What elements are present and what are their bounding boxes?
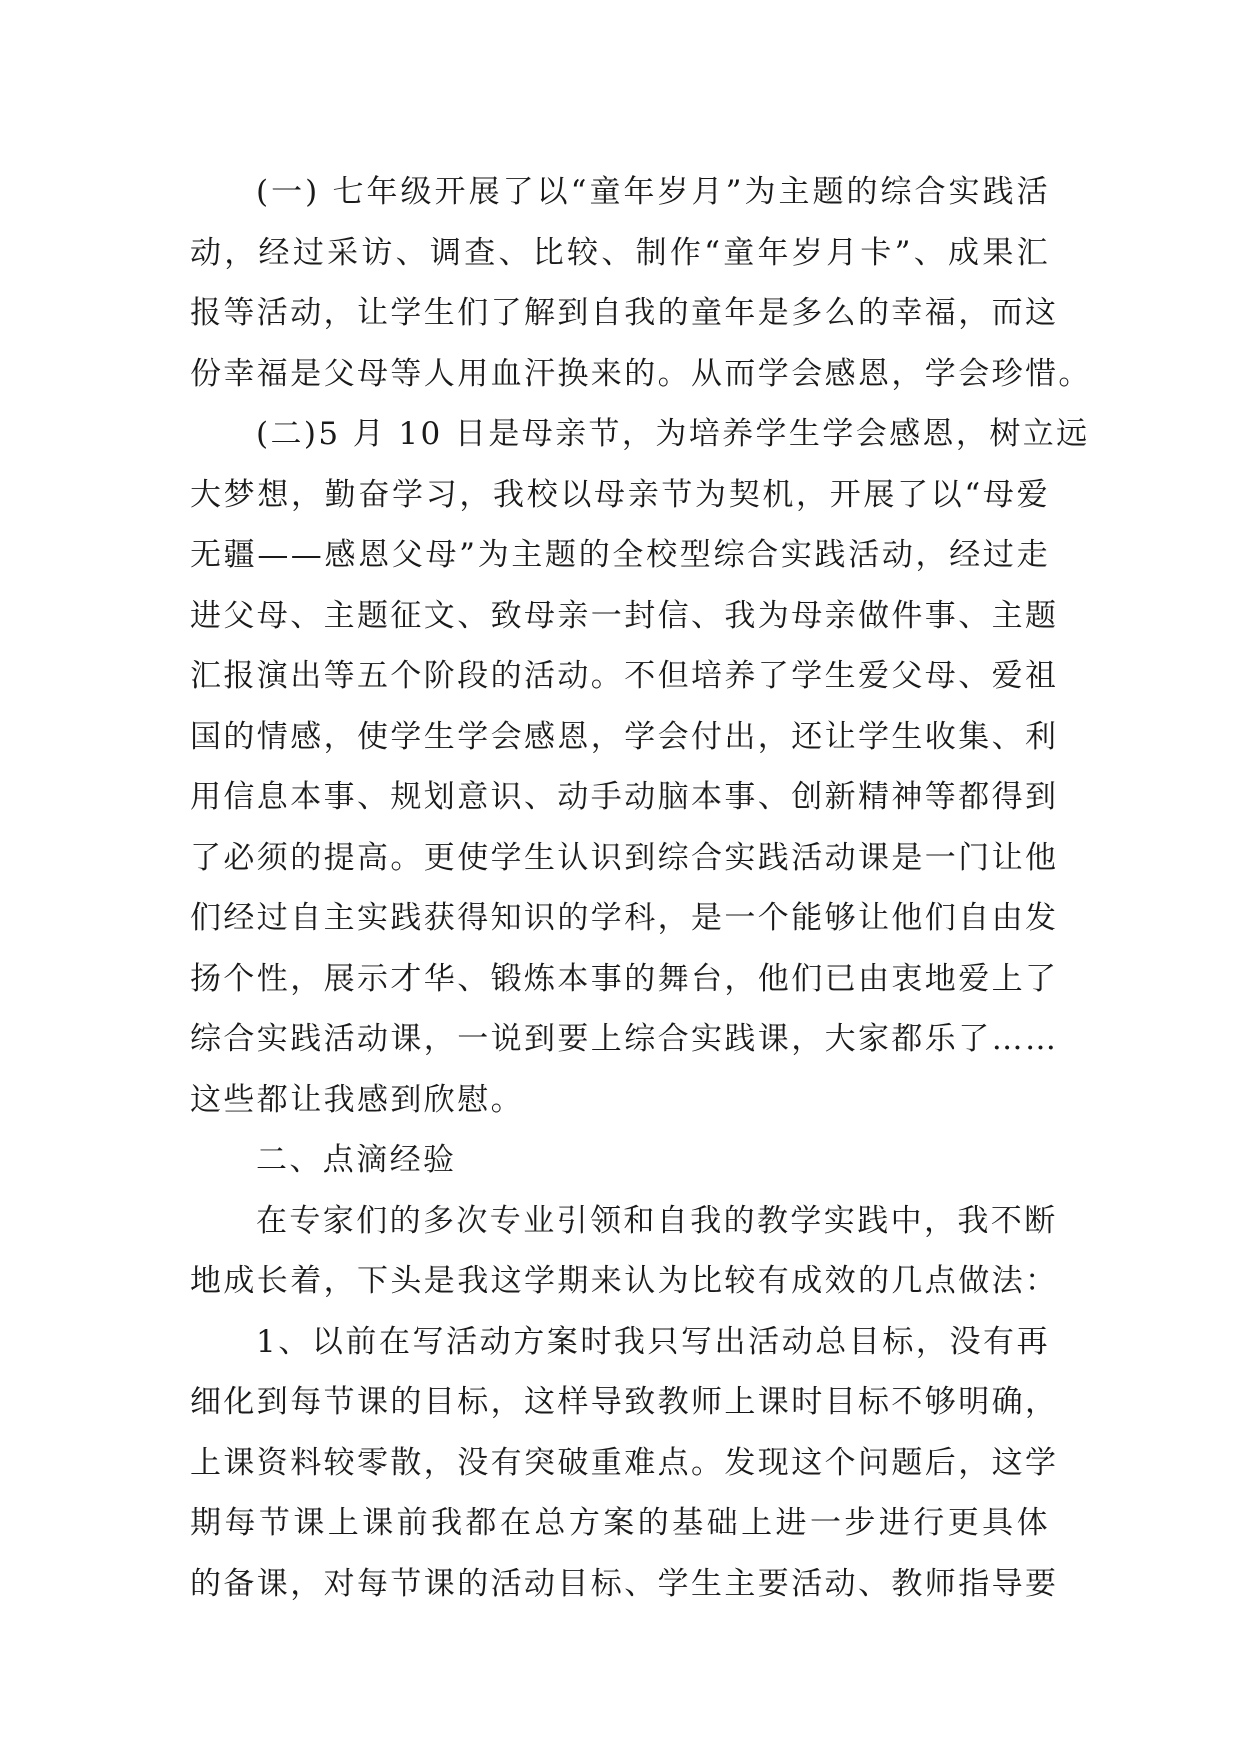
- paragraph-2-line-12: 这些都让我感到欣慰。: [190, 1081, 524, 1118]
- paragraph-2-line-8: 了必须的提高。更使学生认识到综合实践活动课是一门让他: [190, 839, 1059, 876]
- body-text: [190, 162, 1092, 1614]
- paragraph-2-line-7: 用信息本事、规划意识、动手动脑本事、创新精神等都得到: [190, 779, 1059, 815]
- paragraph-1-line-3: 报等活动，让学生们了解到自我的童年是多么的幸福，而这: [190, 295, 1059, 331]
- paragraph-2-line-2: 大梦想，勤奋学习，我校以母亲节为契机，开展了以“母爱: [190, 476, 1050, 513]
- paragraph-2-line-1: (二)5 月 10 日是母亲节，为培养学生学会感恩，树立远: [256, 416, 1090, 452]
- paragraph-4-line-5: 的备课，对每节课的活动目标、学生主要活动、教师指导要: [190, 1565, 1059, 1602]
- paragraph-2-line-3: 无疆——感恩父母”为主题的全校型综合实践活动，经过走: [190, 537, 1050, 573]
- section-heading: 二、点滴经验: [256, 1142, 457, 1178]
- paragraph-2-line-4: 进父母、主题征文、致母亲一封信、我为母亲做件事、主题: [190, 597, 1059, 634]
- paragraph-3-line-2: 地成长着，下头是我这学期来认为比较有成效的几点做法：: [190, 1263, 1059, 1299]
- paragraph-2-line-5: 汇报演出等五个阶段的活动。不但培养了学生爱父母、爱祖: [190, 658, 1059, 694]
- paragraph-2-line-11: 综合实践活动课，一说到要上综合实践课，大家都乐了……: [190, 1021, 1059, 1057]
- paragraph-1-line-4: 份幸福是父母等人用血汗换来的。从而学会感恩，学会珍惜。: [190, 355, 1092, 392]
- paragraph-2-line-6: 国的情感，使学生学会感恩，学会付出，还让学生收集、利: [190, 718, 1059, 755]
- paragraph-2-line-10: 扬个性，展示才华、锻炼本事的舞台，他们已由衷地爱上了: [190, 960, 1059, 997]
- paragraph-4-line-1: 1、以前在写活动方案时我只写出活动总目标，没有再: [256, 1323, 1050, 1360]
- paragraph-1-line-2: 动，经过采访、调查、比较、制作“童年岁月卡”、成果汇: [190, 234, 1050, 271]
- paragraph-1-line-1: (一) 七年级开展了以“童年岁月”为主题的综合实践活: [256, 174, 1050, 210]
- paragraph-2-line-9: 们经过自主实践获得知识的学科，是一个能够让他们自由发: [190, 900, 1059, 936]
- paragraph-4-line-3: 上课资料较零散，没有突破重难点。发现这个问题后，这学: [190, 1444, 1059, 1481]
- paragraph-4-line-2: 细化到每节课的目标，这样导致教师上课时目标不够明确，: [190, 1384, 1059, 1420]
- paragraph-3-line-1: 在专家们的多次专业引领和自我的教学实践中，我不断: [256, 1202, 1058, 1239]
- paragraph-4-line-4: 期每节课上课前我都在总方案的基础上进一步进行更具体: [190, 1505, 1050, 1541]
